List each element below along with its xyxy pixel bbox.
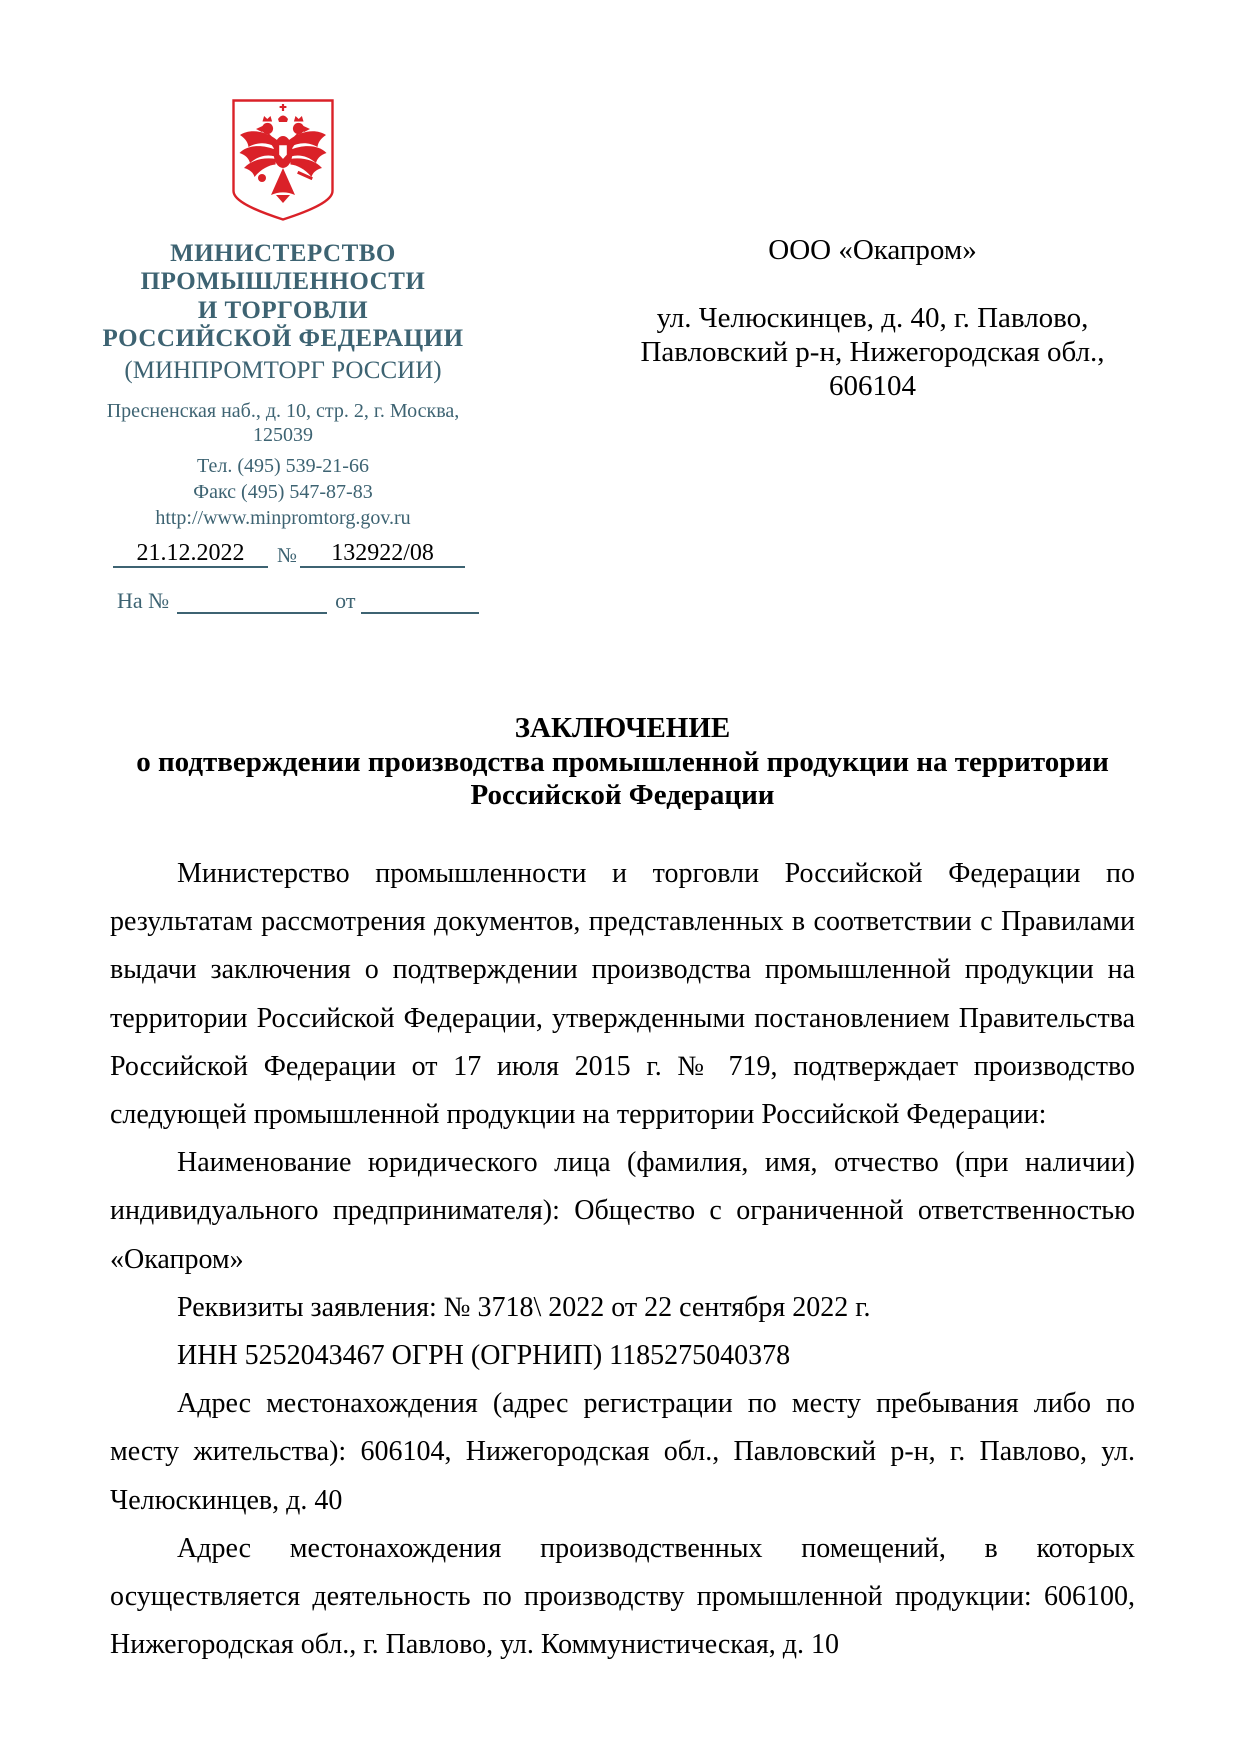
- document-title-line2: о подтверждении производства промышленной продукции на территории: [136, 745, 1109, 778]
- recipient-address-line: ул. Челюскинцев, д. 40, г. Павлово,: [656, 302, 1089, 334]
- ministry-phone: Тел. (495) 539-21-66: [197, 454, 369, 477]
- ministry-name-line: И ТОРГОВЛИ: [197, 296, 369, 324]
- ministry-name-line: РОССИЙСКОЙ ФЕДЕРАЦИИ: [102, 325, 464, 353]
- ref-number-label: На №: [117, 587, 170, 613]
- ministry-website: http://www.minpromtorg.gov.ru: [155, 506, 411, 529]
- ministry-short-name: (МИНПРОМТОРГ РОССИИ): [124, 356, 442, 384]
- recipient-address-line: Павловский р-н, Нижегородская обл.,: [640, 336, 1105, 368]
- document-date-field: 21.12.2022: [113, 540, 268, 568]
- ministry-name: [85, 240, 481, 354]
- ministry-name-line: ПРОМЫШЛЕННОСТИ: [140, 268, 426, 296]
- body-paragraph: Министерство промышленности и торговли Российской Федерации по результатам рассмотрения документов, представленных в соответствии с Правилами выдачи заключения о подтверждении производства промышленной продукции на территории Российской Федерации, утвержденными постановлением Правительства Российской Федерации от 17 июля 2015 г. № 719, подтверждает производство следующей промышленной продукции на территории Российской Федерации:: [110, 858, 1135, 1131]
- ref-number-field: [177, 586, 327, 614]
- body-paragraph: Реквизиты заявления: № 3718\ 2022 от 22 сентября 2022 г.: [177, 1291, 871, 1323]
- document-title-line1: ЗАКЛЮЧЕНИЕ: [514, 712, 731, 744]
- body-paragraph: ИНН 5252043467 ОГРН (ОГРНИП) 1185275040378: [177, 1340, 791, 1372]
- recipient-block: [640, 233, 1105, 403]
- letterhead: [85, 98, 481, 614]
- recipient-address-line: 606104: [829, 370, 916, 402]
- ref-date-field: [361, 586, 479, 614]
- document-number-field: 132922/08: [300, 540, 465, 568]
- recipient-gap: [640, 267, 1105, 301]
- russia-coat-of-arms-icon: [231, 98, 335, 223]
- document-title-line3: Российской Федерации: [470, 779, 775, 811]
- ministry-fax: Факс (495) 547-87-83: [193, 480, 373, 503]
- body-paragraph: Адрес местонахождения производственных помещений, в которых осуществляется деятельность по производству промышленной продукции: 606100, Нижегородская обл., г. Павлово, ул. Коммунистическая, д. 10: [110, 1532, 1135, 1661]
- ministry-name-line: МИНИСТЕРСТВО: [170, 240, 396, 267]
- number-sign-label: №: [277, 542, 298, 567]
- body-paragraph: Наименование юридического лица (фамилия, имя, отчество (при наличии) индивидуального предпринимателя): Общество с ограниченной ответственностью «Окапром»: [110, 1147, 1135, 1275]
- recipient-name: ООО «Окапром»: [768, 234, 977, 266]
- document-body: [110, 850, 1135, 1669]
- body-paragraph: Адрес местонахождения (адрес регистрации по месту пребывания либо по месту жительства): 606104, Нижегородская обл., Павловский р-н, г. Павлово, ул. Челюскинцев, д. 40: [110, 1388, 1135, 1516]
- reference-row: [85, 586, 481, 614]
- ref-date-label: от: [335, 587, 356, 613]
- document-title: [110, 712, 1135, 813]
- ministry-address: Пресненская наб., д. 10, стр. 2, г. Москва, 125039: [106, 399, 460, 446]
- date-number-row: [85, 540, 481, 568]
